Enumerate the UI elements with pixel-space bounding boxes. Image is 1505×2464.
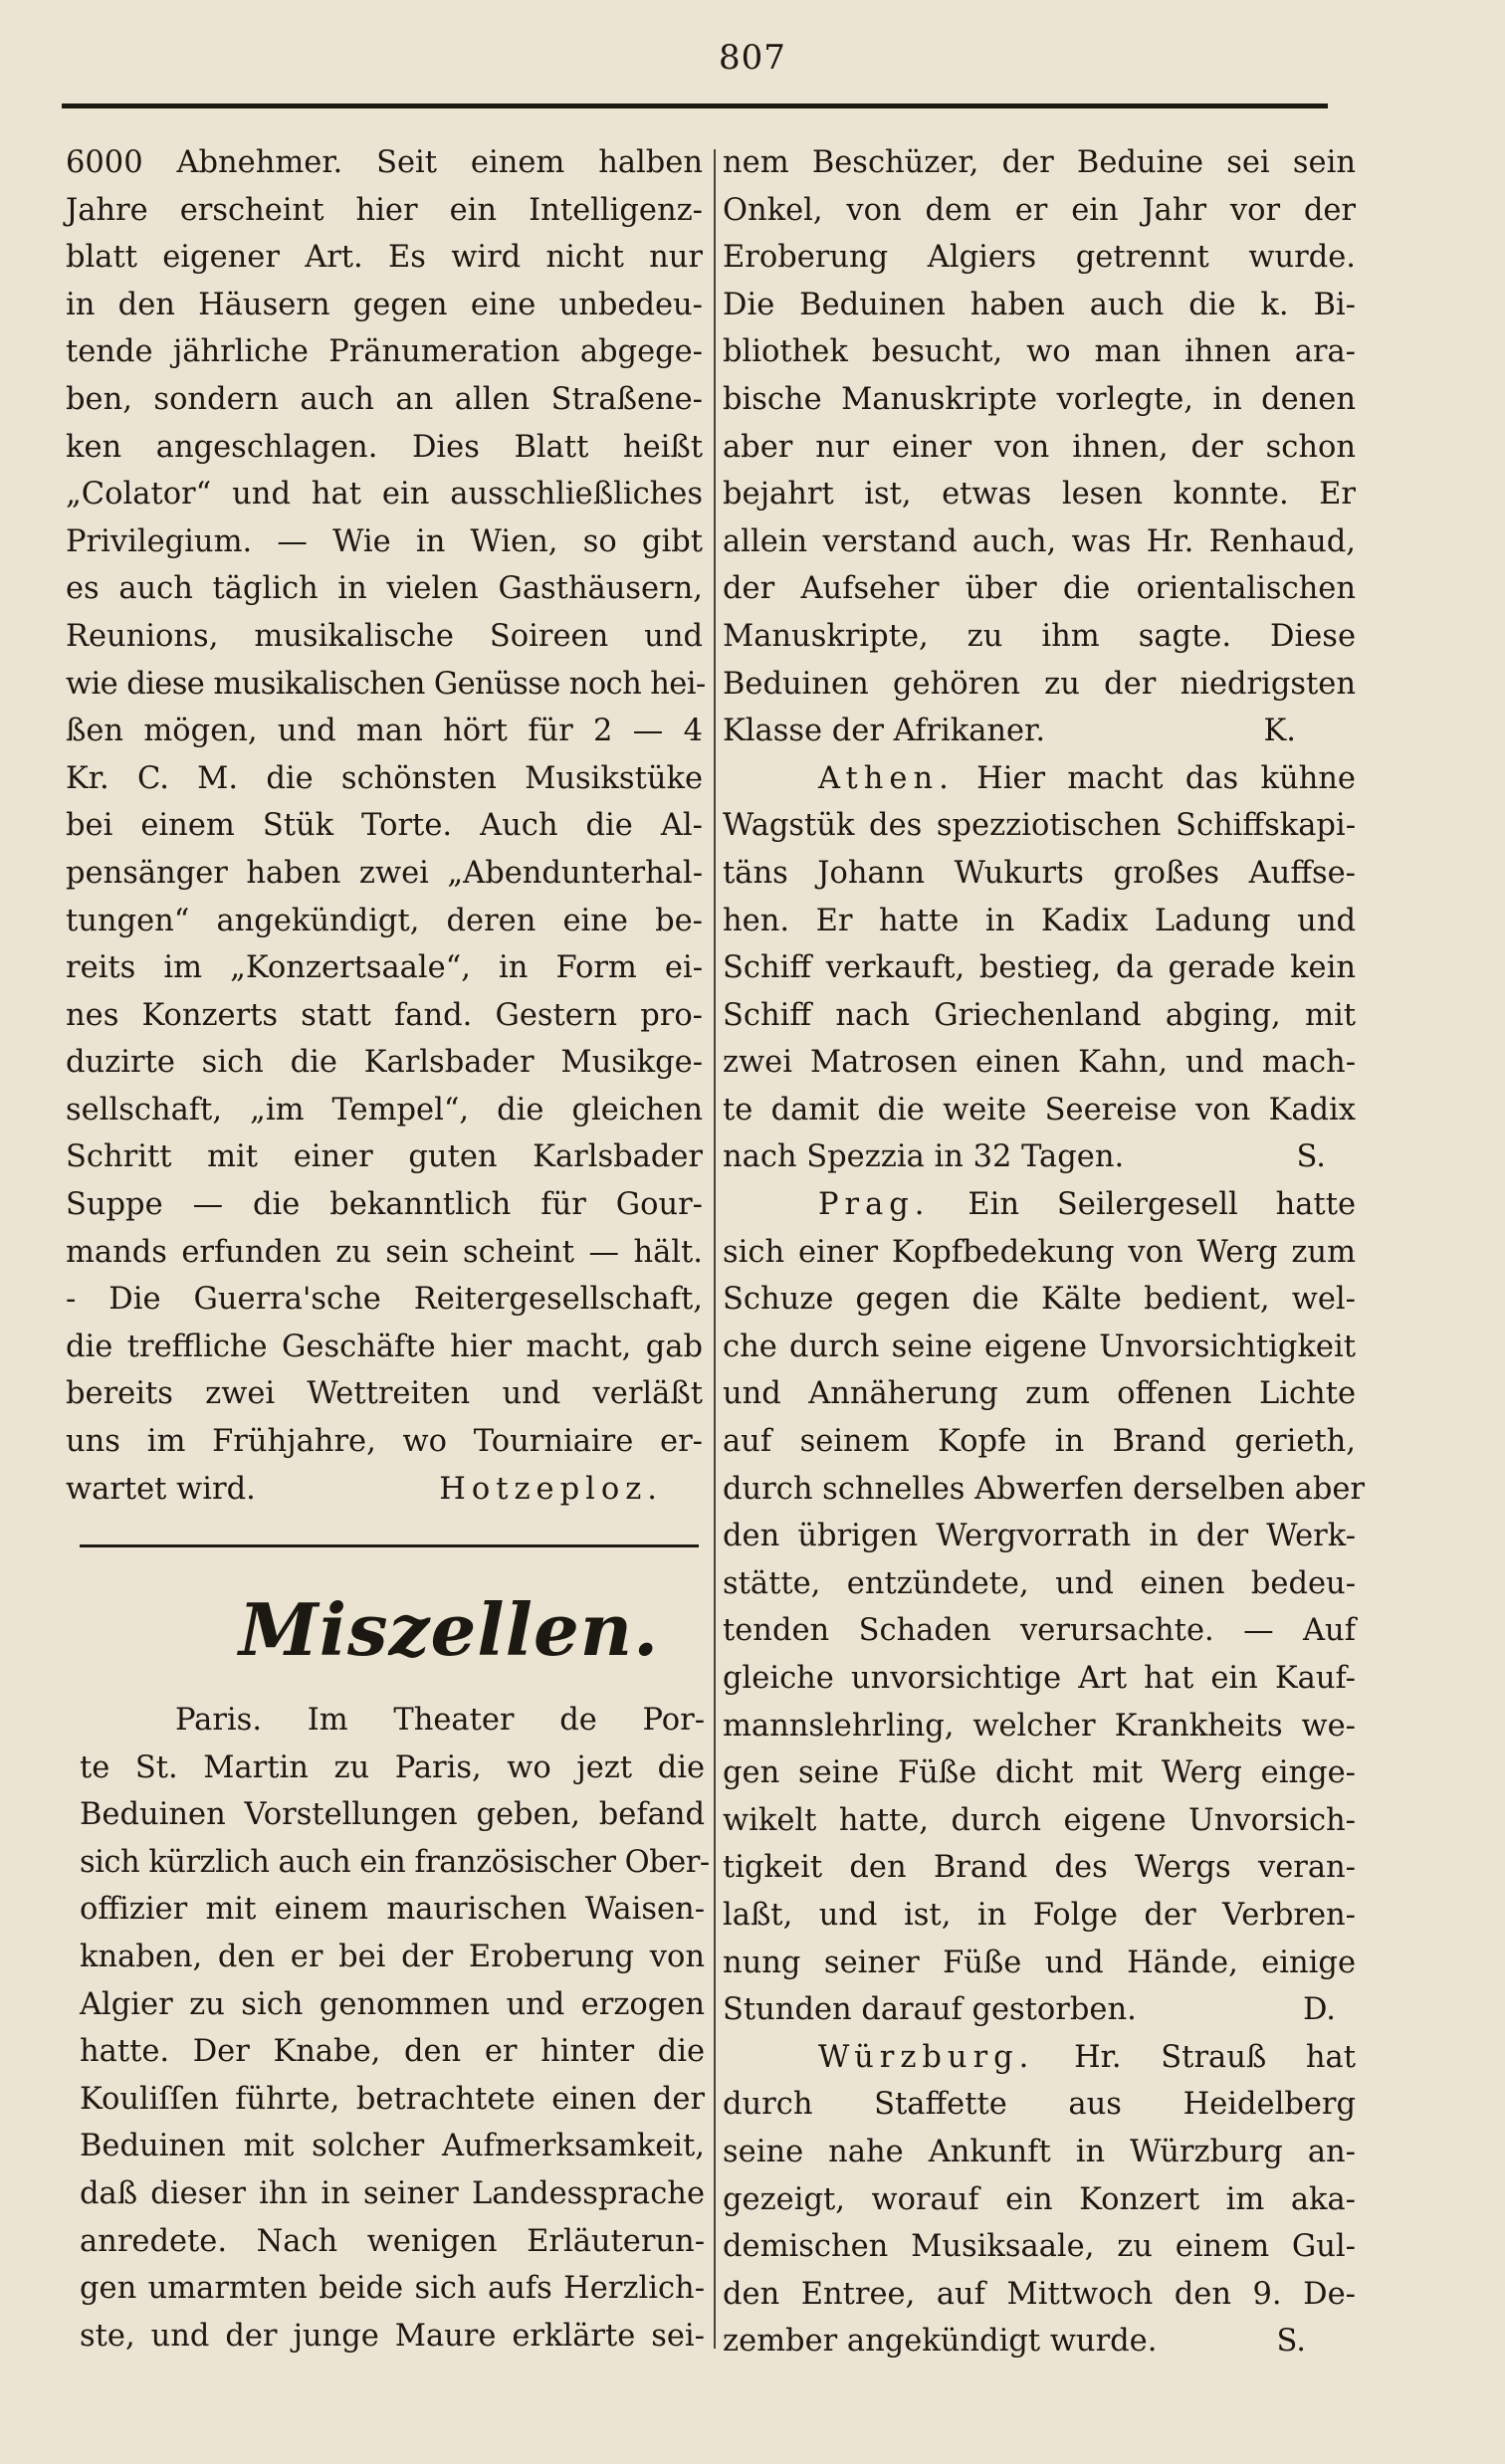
text-line: hatte. Der Knabe, den er hinter die	[80, 2034, 705, 2070]
text-line: offizier mit einem maurischen Waisen-	[80, 1892, 705, 1928]
text-line: gen umarmten beide sich aufs Herzlich-	[80, 2271, 705, 2307]
paragraph-start	[723, 755, 1356, 803]
text-fragment: Hier macht das kühne	[976, 760, 1356, 796]
text-line: pensänger haben zwei „Abendunterhal-	[66, 855, 703, 891]
text-line: ßen mögen, und man hört für 2 — 4	[66, 714, 703, 749]
text-line: anredete. Nach wenigen Erläuterun-	[80, 2223, 705, 2259]
text-fragment: wartet wird.	[66, 1471, 256, 1507]
text-line: blatt eigener Art. Es wird nicht nur	[66, 240, 703, 276]
page-number: 807	[719, 38, 786, 78]
place-heading: Würzburg.	[818, 2039, 1035, 2075]
text-line: Manuskripte, zu ihm sagte. Diese	[723, 618, 1356, 654]
text-line: durch Staffette aus Heidelberg	[723, 2087, 1356, 2123]
text-line: reits im „Konzertsaale“, in Form ei-	[66, 950, 703, 986]
signed-line	[723, 708, 1356, 755]
column-divider	[714, 149, 716, 2349]
text-line: sich einer Kopfbedekung von Werg zum	[723, 1234, 1356, 1270]
text-line: te St. Martin zu Paris, wo jezt die	[80, 1749, 705, 1785]
text-line: aber nur einer von ihnen, der schon	[723, 429, 1356, 465]
signed-line	[723, 1986, 1356, 2034]
text-fragment: nach Spezzia in 32 Tagen.	[723, 1139, 1125, 1175]
text-fragment: Klasse der Afrikaner.	[723, 714, 1046, 749]
author-signature: S.	[1296, 1139, 1326, 1175]
text-line: Jahre erscheint hier ein Intelligenz-	[66, 192, 703, 228]
text-line: Wagstük des spezziotischen Schiffskapi-	[723, 808, 1356, 844]
text-line: in den Häusern gegen eine unbedeu-	[66, 287, 703, 322]
author-signature: D.	[1302, 1992, 1336, 2028]
text-line: gezeigt, worauf ein Konzert im aka-	[723, 2181, 1356, 2217]
header-rule	[62, 103, 1328, 108]
text-line: gen seine Füße dicht mit Werg einge-	[723, 1755, 1356, 1791]
text-line: Schritt mit einer guten Karlsbader	[66, 1139, 703, 1175]
author-signature: K.	[1263, 714, 1296, 749]
text-line: gleiche unvorsichtige Art hat ein Kauf-	[723, 1661, 1356, 1696]
paragraph-start	[723, 1181, 1356, 1229]
text-line: der Aufseher über die orientalischen	[723, 571, 1356, 607]
text-line: und Annäherung zum offenen Lichte	[723, 1376, 1356, 1412]
text-fragment: Ein Seilergesell hatte	[968, 1187, 1356, 1223]
place-heading: Prag.	[818, 1187, 931, 1223]
text-line: mands erfunden zu sein scheint — hält.	[66, 1234, 703, 1270]
text-line: es auch täglich in vielen Gasthäusern,	[66, 571, 703, 607]
section-rule	[80, 1544, 699, 1547]
text-line: hen. Er hatte in Kadix Ladung und	[723, 903, 1356, 938]
section-heading: Miszellen.	[239, 1587, 660, 1672]
text-line: wie diese musikalischen Genüsse noch hei-	[66, 666, 706, 702]
text-line: tungen“ angekündigt, deren eine be-	[66, 903, 703, 938]
text-line: nung seiner Füße und Hände, einige	[723, 1945, 1356, 1980]
text-line: che durch seine eigene Unvorsichtigkeit	[723, 1329, 1356, 1364]
signed-line	[723, 2318, 1356, 2365]
text-line: Beduinen mit solcher Aufmerksamkeit,	[80, 2129, 705, 2164]
text-line: zwei Matrosen einen Kahn, und mach-	[723, 1045, 1356, 1081]
text-line: Schiff verkauft, bestieg, da gerade kein	[723, 950, 1356, 986]
paragraph-start	[723, 2034, 1356, 2082]
text-line: Algier zu sich genommen und erzogen	[80, 1986, 705, 2022]
text-line: nes Konzerts statt fand. Gestern pro-	[66, 997, 703, 1033]
text-line: ken angeschlagen. Dies Blatt heißt	[66, 429, 703, 465]
text-line: bejahrt ist, etwas lesen konnte. Er	[723, 477, 1356, 513]
right-column	[723, 139, 1365, 2365]
text-fragment: Hr. Strauß hat	[1074, 2039, 1356, 2075]
text-line: te damit die weite Seereise von Kadix	[723, 1092, 1356, 1128]
text-line: tigkeit den Brand des Wergs veran-	[723, 1850, 1356, 1886]
text-line: Paris. Im Theater de Por-	[175, 1703, 705, 1738]
left-column	[66, 139, 706, 1513]
text-line: bische Manuskripte vorlegte, in denen	[723, 381, 1356, 417]
text-line: demischen Musiksaale, zu einem Gul-	[723, 2229, 1356, 2265]
text-line: bereits zwei Wettreiten und verläßt	[66, 1376, 703, 1412]
text-fragment: zember angekündigt wurde.	[723, 2324, 1158, 2360]
text-line: uns im Frühjahre, wo Tourniaire er-	[66, 1424, 703, 1460]
text-line: mannslehrling, welcher Krankheits we-	[723, 1708, 1356, 1744]
text-line: stätte, entzündete, und einen bedeu-	[723, 1565, 1356, 1601]
text-line: tenden Schaden verursachte. — Auf	[723, 1613, 1356, 1649]
miszellen-column	[80, 1697, 710, 2360]
author-signature: S.	[1276, 2324, 1306, 2360]
text-line: bei einem Stük Torte. Auch die Al-	[66, 808, 703, 844]
text-line: wikelt hatte, durch eigene Unvorsich-	[723, 1802, 1356, 1838]
text-line: nem Beschüzer, der Beduine sei sein	[723, 145, 1356, 180]
text-line: ste, und der junge Maure erklärte sei-	[80, 2318, 705, 2354]
text-line: die treffliche Geschäfte hier macht, gab	[66, 1329, 703, 1364]
text-line: den übrigen Wergvorrath in der Werk-	[723, 1519, 1356, 1554]
text-line: laßt, und ist, in Folge der Verbren-	[723, 1897, 1356, 1933]
text-line: täns Johann Wukurts großes Auffse-	[723, 855, 1356, 891]
text-line: durch schnelles Abwerfen derselben aber	[723, 1471, 1365, 1507]
text-line: bliothek besucht, wo man ihnen ara-	[723, 334, 1356, 370]
text-line: seine nahe Ankunft in Würzburg an-	[723, 2134, 1356, 2169]
text-line: Onkel, von dem er ein Jahr vor der	[723, 192, 1356, 228]
text-line: Privilegium. — Wie in Wien, so gibt	[66, 523, 703, 559]
text-line: daß dieser ihn in seiner Landessprache	[80, 2175, 705, 2211]
text-line: Kr. C. M. die schönsten Musikstüke	[66, 760, 703, 796]
text-line: knaben, den er bei der Eroberung von	[80, 1939, 705, 1974]
text-line: duzirte sich die Karlsbader Musikge-	[66, 1045, 703, 1081]
text-line: Die Beduinen haben auch die k. Bi-	[723, 287, 1356, 322]
text-line: - Die Guerra'sche Reitergesellschaft,	[66, 1282, 703, 1318]
text-line: Kouliſſen führte, betrachtete einen der	[80, 2081, 705, 2117]
text-line: Eroberung Algiers getrennt wurde.	[723, 240, 1356, 276]
text-line: Schiff nach Griechenland abging, mit	[723, 997, 1356, 1033]
author-signature: Hotzeploz.	[439, 1471, 663, 1507]
text-line: sich kürzlich auch ein französischer Ober-	[80, 1844, 710, 1880]
text-fragment: Stunden darauf gestorben.	[723, 1992, 1137, 2028]
text-line: „Colator“ und hat ein ausschließliches	[66, 477, 703, 513]
text-line: Reunions, musikalische Soireen und	[66, 618, 703, 654]
text-line: den Entree, auf Mittwoch den 9. De-	[723, 2276, 1356, 2312]
text-line: 6000 Abnehmer. Seit einem halben	[66, 145, 703, 180]
text-line: tende jährliche Pränumeration abgege-	[66, 334, 703, 370]
text-line: Schuze gegen die Kälte bedient, wel-	[723, 1282, 1356, 1318]
text-line: Beduinen Vorstellungen geben, befand	[80, 1797, 705, 1833]
text-line: Suppe — die bekanntlich für Gour-	[66, 1187, 703, 1223]
place-heading: Athen.	[818, 760, 955, 796]
text-line: Beduinen gehören zu der niedrigsten	[723, 666, 1356, 702]
text-line: ben, sondern auch an allen Straßene-	[66, 381, 703, 417]
signed-line	[723, 1133, 1356, 1181]
text-line: auf seinem Kopfe in Brand gerieth,	[723, 1424, 1356, 1460]
signed-line	[66, 1466, 703, 1514]
text-line: sellschaft, „im Tempel“, die gleichen	[66, 1092, 703, 1128]
text-line: allein verstand auch, was Hr. Renhaud,	[723, 523, 1356, 559]
